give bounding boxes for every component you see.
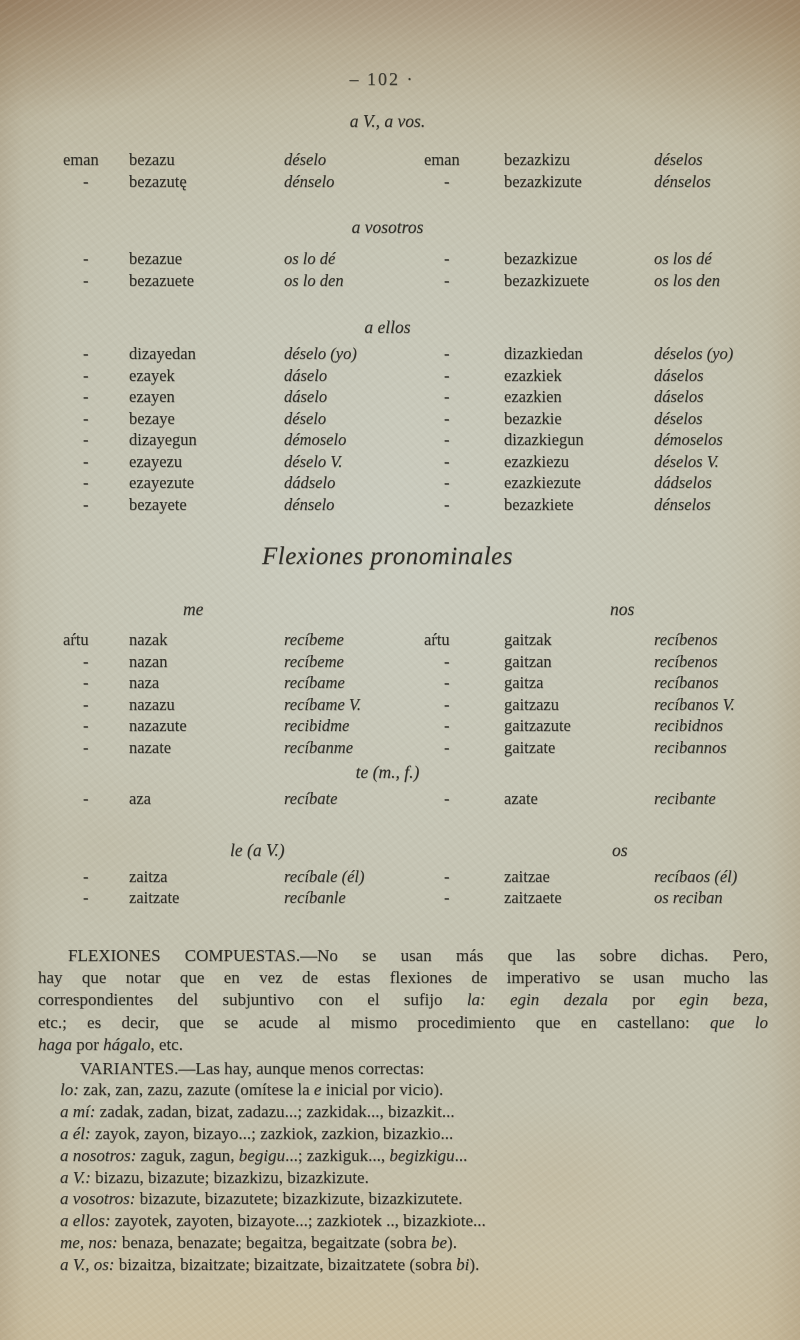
roman-text: benaza, benazate; begaitza, begaitzate (sobra: [117, 1232, 431, 1252]
conjugation-cell: bezazkizute: [504, 171, 582, 191]
conjugation-cell: -: [444, 673, 450, 692]
conjugation-cell: -: [444, 365, 450, 385]
italic-text: begizkigu: [389, 1145, 455, 1165]
conjugation-row: [63, 629, 790, 651]
conjugation-row: [63, 472, 790, 494]
text-line: [60, 1254, 780, 1276]
italic-text: a V.:: [60, 1167, 91, 1187]
heading-row-me-nos: [0, 598, 800, 620]
conjugation-cell: -: [444, 451, 450, 471]
conjugation-cell: -: [444, 716, 450, 735]
conjugation-cell: ezazkiezute: [504, 473, 581, 492]
conjugation-cell: azate: [504, 789, 538, 808]
heading-os: os: [612, 839, 628, 860]
conjugation-cell: -: [83, 694, 89, 714]
conjugation-cell: dizazkiegun: [504, 430, 584, 449]
roman-text: ).: [469, 1254, 480, 1274]
conjugation-cell: naza: [129, 673, 160, 692]
conjugation-cell: -: [83, 789, 89, 808]
conjugation-cell: -: [83, 387, 89, 406]
conjugation-cell: déselo: [284, 408, 327, 428]
roman-text: zaguk, zagun,: [136, 1145, 239, 1165]
conjugation-cell: gaitzazu: [504, 694, 559, 714]
conjugation-cell: zaitzae: [504, 866, 550, 886]
conjugation-cell: -: [83, 430, 89, 449]
paragraph-flexiones-compuestas: [38, 945, 768, 1057]
italic-text: haga: [38, 1035, 72, 1055]
conjugation-cell: -: [83, 494, 89, 514]
conjugation-cell: os reciban: [654, 888, 723, 907]
conjugation-cell: aŕtu: [63, 630, 89, 649]
conjugation-cell: gaitza: [504, 673, 544, 692]
conjugation-cell: nazazu: [129, 694, 175, 714]
page-number: – 102 ·: [349, 69, 415, 89]
conjugation-cell: -: [444, 888, 450, 907]
conjugation-table-me-nos: [0, 629, 800, 758]
conjugation-cell: os lo dé: [284, 249, 336, 268]
conjugation-cell: -: [83, 408, 89, 428]
conjugation-cell: nazate: [129, 737, 172, 757]
conjugation-cell: -: [83, 249, 89, 268]
roman-text: zak, zan, zazu, zazute (omítese la: [78, 1080, 314, 1100]
conjugation-cell: -: [83, 673, 89, 692]
conjugation-cell: dizayedan: [129, 344, 196, 363]
conjugation-cell: -: [444, 651, 450, 671]
roman-text: ...; zazkiguk...,: [285, 1145, 390, 1165]
italic-text: a ellos:: [60, 1211, 111, 1231]
conjugation-table-a-v-a-vos: [0, 149, 800, 192]
conjugation-cell: eman: [63, 150, 99, 169]
conjugation-table-te: [0, 788, 800, 810]
conjugation-cell: -: [444, 737, 450, 757]
italic-text: que lo: [709, 1012, 768, 1032]
conjugation-cell: recíbale (él): [284, 866, 365, 886]
conjugation-cell: déselo (yo): [284, 344, 357, 363]
roman-text: bizazu, bizazute; bizazkizu, bizazkizute.: [90, 1167, 369, 1187]
roman-text: bizazute, bizazutete; bizazkizute, bizazkizutete.: [135, 1189, 463, 1209]
conjugation-cell: démoselo: [284, 430, 347, 449]
conjugation-row: [63, 866, 790, 888]
conjugation-cell: -: [444, 430, 450, 449]
conjugation-cell: -: [444, 694, 450, 714]
conjugation-cell: dénselos: [654, 494, 711, 514]
heading-me: me: [183, 599, 204, 619]
italic-text: lo:: [60, 1080, 79, 1100]
conjugation-cell: gaitzate: [504, 737, 556, 757]
conjugation-cell: recíbaos (él): [654, 866, 738, 886]
text-line: [60, 1188, 780, 1210]
conjugation-cell: -: [83, 716, 89, 735]
conjugation-cell: gaitzazute: [504, 716, 571, 735]
roman-text: bizaitza, bizaitzate; bizaitzate, bizaitzatete (sobra: [114, 1254, 457, 1274]
roman-text: correspondientes del subjuntivo con el sufijo: [38, 990, 467, 1010]
section-heading-a-v-a-vos: a V., a vos.: [349, 111, 426, 131]
italic-text: egin beza: [679, 990, 764, 1010]
conjugation-cell: -: [83, 171, 89, 191]
conjugation-row: [63, 149, 790, 171]
roman-text: ).: [447, 1232, 457, 1252]
conjugation-cell: recíbanle: [284, 888, 346, 907]
conjugation-cell: zaitzaete: [504, 888, 562, 907]
text-line: [60, 1167, 780, 1189]
roman-text: por: [72, 1035, 104, 1055]
conjugation-cell: os lo den: [284, 270, 344, 290]
roman-text: etc.; es decir, que se acude al mismo procedimiento que en castellano:: [38, 1012, 710, 1032]
conjugation-cell: -: [444, 249, 450, 268]
conjugation-cell: -: [83, 473, 89, 492]
text-line: [60, 1210, 780, 1232]
conjugation-row: [63, 651, 790, 673]
conjugation-cell: ezayek: [129, 365, 175, 385]
roman-text: inicial por vicio).: [321, 1080, 444, 1100]
text-line: [60, 1058, 780, 1080]
conjugation-cell: déselos: [654, 408, 703, 428]
conjugation-row: [63, 494, 790, 516]
conjugation-cell: recíbenos: [654, 651, 718, 671]
conjugation-cell: dáselo: [284, 387, 328, 406]
conjugation-cell: -: [83, 737, 89, 757]
conjugation-cell: bezayete: [129, 494, 187, 514]
italic-text: begigu: [238, 1145, 286, 1165]
heading-le-a-v: le (a V.): [230, 839, 285, 860]
section-heading-te: te (m., f.): [355, 762, 420, 782]
conjugation-cell: recibidme: [284, 716, 350, 735]
italic-text: be: [430, 1232, 448, 1252]
text-line: [60, 1101, 780, 1123]
conjugation-cell: dádselo: [284, 473, 336, 492]
roman-text: , etc.: [150, 1035, 183, 1055]
conjugation-cell: nazan: [129, 651, 168, 671]
conjugation-cell: gaitzan: [504, 651, 552, 671]
conjugation-cell: recíbanos: [654, 673, 719, 692]
conjugation-cell: bezazkie: [504, 408, 562, 428]
conjugation-cell: bezazkizuete: [504, 270, 590, 290]
conjugation-row: [63, 171, 790, 193]
conjugation-cell: -: [444, 408, 450, 428]
conjugation-row: [63, 386, 790, 408]
conjugation-row: [63, 365, 790, 387]
conjugation-cell: os los den: [654, 270, 720, 290]
conjugation-cell: recibannos: [654, 737, 727, 757]
conjugation-cell: recíbanme: [284, 737, 354, 757]
conjugation-cell: bezazu: [129, 150, 175, 169]
conjugation-cell: zaitza: [129, 866, 168, 886]
conjugation-table-le-os: [0, 866, 800, 909]
conjugation-cell: bezaye: [129, 408, 175, 428]
text-line: [38, 1034, 768, 1056]
conjugation-cell: -: [444, 494, 450, 514]
conjugation-row: [63, 715, 790, 737]
roman-text: hay que notar que en vez de estas flexiones de imperativo se usan mucho las: [38, 967, 768, 987]
conjugation-cell: recíbeme: [284, 630, 344, 649]
conjugation-cell: bezazue: [129, 249, 183, 268]
conjugation-cell: bezazkizu: [504, 150, 570, 169]
italic-text: e: [313, 1080, 322, 1100]
italic-text: a él:: [60, 1123, 91, 1143]
text-line: [38, 1012, 768, 1034]
conjugation-cell: bezazutę: [129, 171, 187, 191]
conjugation-cell: bezazkiete: [504, 494, 574, 514]
conjugation-row: [63, 248, 790, 270]
italic-text: hágalo: [103, 1035, 151, 1055]
conjugation-cell: -: [83, 270, 89, 290]
conjugation-cell: nazazute: [129, 716, 187, 735]
conjugation-cell: os los dé: [654, 249, 712, 268]
text-line: [38, 945, 768, 967]
conjugation-cell: -: [444, 866, 450, 886]
conjugation-cell: recíbanos V.: [654, 694, 735, 714]
conjugation-cell: dáselo: [284, 365, 328, 385]
conjugation-cell: dizayegun: [129, 430, 197, 449]
conjugation-cell: recíbame: [284, 673, 345, 692]
text-line: [60, 1123, 780, 1145]
conjugation-cell: nazak: [129, 630, 168, 649]
conjugation-cell: aza: [129, 789, 151, 808]
title-flexiones-pronominales: Flexiones pronominales: [261, 543, 513, 570]
italic-text: me, nos:: [60, 1232, 118, 1252]
conjugation-cell: déselo: [284, 150, 327, 169]
text-line: [38, 967, 768, 989]
conjugation-cell: dénselo: [284, 171, 335, 191]
italic-text: a mí:: [60, 1102, 96, 1122]
paragraph-variantes: [60, 1058, 780, 1276]
conjugation-cell: -: [444, 344, 450, 363]
conjugation-cell: dizazkiedan: [504, 344, 583, 363]
conjugation-cell: eman: [424, 150, 460, 169]
roman-text: ,: [763, 990, 768, 1010]
conjugation-cell: ezayezu: [129, 451, 183, 471]
text-line: [60, 1079, 780, 1101]
conjugation-cell: recíbenos: [654, 630, 718, 649]
roman-text: por: [607, 990, 680, 1010]
italic-text: bi: [456, 1254, 470, 1274]
roman-text: zadak, zadan, bizat, zadazu...; zazkidak..., bizazkit...: [95, 1102, 455, 1122]
conjugation-cell: déselos (yo): [654, 344, 734, 363]
conjugation-cell: recibante: [654, 789, 716, 808]
conjugation-cell: -: [83, 888, 89, 907]
roman-text: zayok, zayon, bizayo...; zazkiok, zazkion, bizazkio...: [90, 1123, 454, 1143]
conjugation-row: [63, 429, 790, 451]
conjugation-row: [63, 408, 790, 430]
roman-text: VARIANTES.—Las hay, aunque menos correctas:: [80, 1058, 425, 1078]
conjugation-cell: déselos: [654, 150, 703, 169]
conjugation-table-a-ellos: [0, 343, 800, 515]
conjugation-cell: zaitzate: [129, 888, 180, 907]
roman-text: ...: [454, 1145, 468, 1165]
conjugation-cell: recíbate: [284, 789, 338, 808]
conjugation-cell: aŕtu: [424, 630, 450, 649]
conjugation-cell: déselos V.: [654, 451, 719, 471]
conjugation-row: [63, 343, 790, 365]
roman-text: zayotek, zayoten, bizayote...; zazkiotek .., bizazkiote...: [110, 1211, 486, 1231]
conjugation-row: [63, 737, 790, 759]
conjugation-cell: ezayezute: [129, 473, 195, 492]
conjugation-cell: recíbame V.: [284, 694, 361, 714]
conjugation-cell: -: [444, 387, 450, 406]
conjugation-cell: dáselos: [654, 365, 704, 385]
conjugation-cell: -: [83, 344, 89, 363]
conjugation-cell: déselo V.: [284, 451, 343, 471]
conjugation-row: [63, 451, 790, 473]
conjugation-cell: -: [83, 651, 89, 671]
roman-text: FLEXIONES COMPUESTAS.—No se usan más que las sobre dichas. Pero,: [68, 945, 768, 965]
conjugation-cell: -: [83, 451, 89, 471]
conjugation-cell: ezazkien: [504, 387, 562, 406]
conjugation-cell: -: [83, 365, 89, 385]
italic-text: a vosotros:: [60, 1189, 136, 1209]
conjugation-row: [63, 694, 790, 716]
conjugation-cell: dádselos: [654, 473, 712, 492]
italic-text: a V., os:: [60, 1254, 115, 1274]
conjugation-cell: dénselo: [284, 494, 335, 514]
text-line: [60, 1232, 780, 1254]
conjugation-cell: dáselos: [654, 387, 704, 406]
conjugation-cell: ezayen: [129, 387, 175, 406]
conjugation-cell: gaitzak: [504, 630, 552, 649]
heading-nos: nos: [610, 599, 635, 619]
conjugation-cell: recíbeme: [284, 651, 344, 671]
italic-text: la: egin dezala: [466, 990, 608, 1010]
conjugation-cell: bezazuete: [129, 270, 195, 290]
italic-text: a nosotros:: [60, 1145, 137, 1165]
conjugation-row: [63, 672, 790, 694]
conjugation-row: [63, 887, 790, 909]
conjugation-cell: -: [444, 789, 450, 808]
text-line: [38, 989, 768, 1011]
conjugation-cell: -: [444, 171, 450, 191]
conjugation-row: [63, 788, 790, 810]
text-line: [60, 1145, 780, 1167]
conjugation-cell: -: [444, 270, 450, 290]
section-heading-a-vosotros: a vosotros: [351, 217, 424, 237]
conjugation-cell: bezazkizue: [504, 249, 578, 268]
conjugation-table-a-vosotros: [0, 248, 800, 291]
conjugation-cell: démoselos: [654, 430, 723, 449]
conjugation-cell: dénselos: [654, 171, 711, 191]
conjugation-cell: -: [444, 473, 450, 492]
conjugation-cell: recibidnos: [654, 716, 724, 735]
conjugation-cell: ezazkiek: [504, 365, 562, 385]
section-heading-a-ellos: a ellos: [364, 317, 411, 337]
conjugation-row: [63, 270, 790, 292]
heading-row-le-os: [0, 839, 800, 861]
conjugation-cell: -: [83, 866, 89, 886]
conjugation-cell: ezazkiezu: [504, 451, 570, 471]
